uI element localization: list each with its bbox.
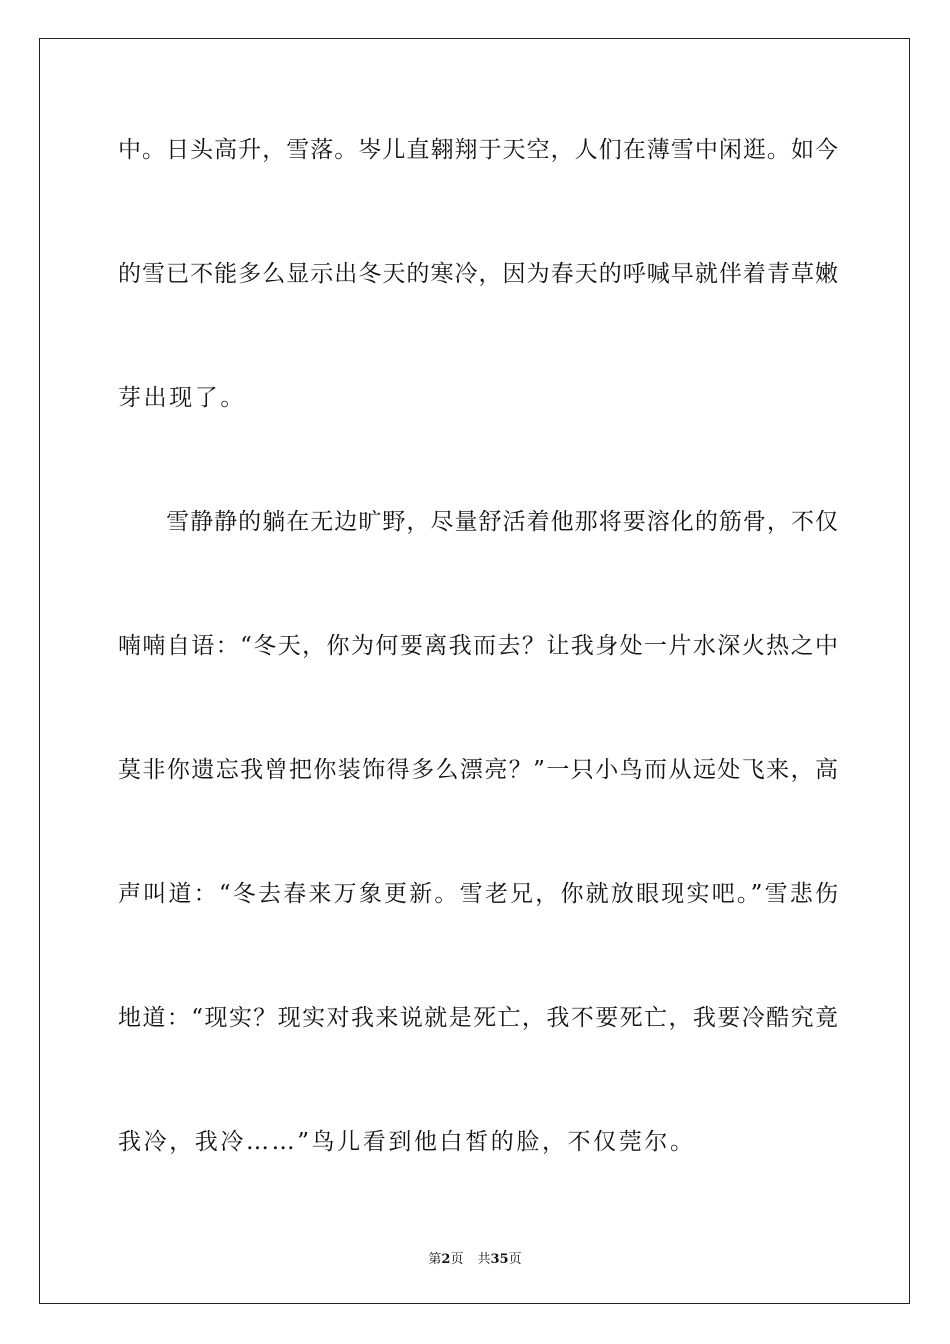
page-number: 2	[441, 1252, 451, 1267]
text-line-3: 芽出现了。	[118, 385, 246, 411]
text-line-2: 的雪已不能多么显示出冬天的寒冷，因为春天的呼喊早就伴着青草嫩	[118, 261, 838, 287]
text-line-1: 中。日头高升，雪落。岑儿直翱翔于天空，人们在薄雪中闲逛。如今	[118, 137, 838, 163]
text-line-5: 喃喃自语：“冬天，你为何要离我而去？让我身处一片水深火热之中	[118, 633, 838, 659]
text-line-6: 莫非你遗忘我曾把你装饰得多么漂亮？”一只小鸟而从远处飞来，高	[118, 757, 838, 783]
text-line-8: 地道：“现实？现实对我来说就是死亡，我不要死亡，我要冷酷究竟	[118, 1005, 838, 1031]
page-border	[39, 38, 910, 1304]
page-suffix: 页	[450, 1252, 464, 1267]
text-line-4: 雪静静的躺在无边旷野，尽量舒活着他那将要溶化的筋骨，不仅	[118, 509, 838, 535]
text-line-9: 我冷，我冷……”鸟儿看到他白皙的脸，不仅莞尔。	[118, 1129, 696, 1155]
text-line-7: 声叫道：“冬去春来万象更新。雪老兄，你就放眼现实吧。”雪悲伤	[118, 881, 838, 907]
page-footer	[0, 1248, 950, 1267]
total-suffix: 页	[508, 1252, 522, 1267]
total-prefix: 共	[477, 1252, 491, 1267]
page-prefix: 第	[428, 1252, 442, 1267]
total-pages: 35	[490, 1252, 509, 1267]
